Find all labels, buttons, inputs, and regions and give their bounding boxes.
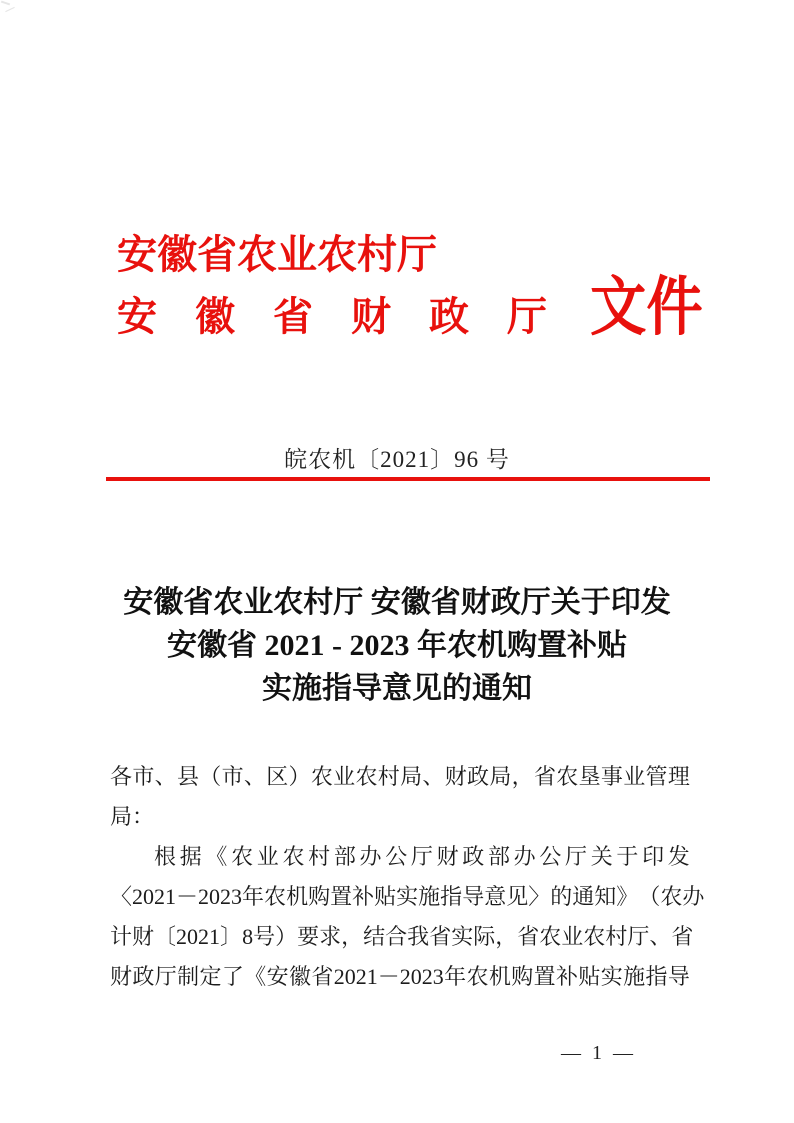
title-line-2: 安徽省 2021 - 2023 年农机购置补贴 (167, 629, 627, 662)
doc-type-label: 文件 (590, 272, 703, 343)
document-title (0, 581, 794, 710)
document-body (110, 757, 705, 997)
agency-name-line-2: 安 徽 省 财 政 厅 (117, 294, 547, 339)
body-line-paragraph-2: 〈 2021－2023 年 农 机 购 置 补 贴 实 施 指 导 意 见 〉 的 通 知 》 （ 农 办 (110, 884, 705, 909)
body-line-salutation-1: 各 市 、 县 （ 市 、 区 ） 农 业 农 村 局 、 财 政 局 ， 省 农 垦 事 业 管 理 (110, 764, 690, 789)
body-line-salutation-2: 局： (110, 804, 155, 829)
body-line-paragraph-4: 财 政 厅 制 定 了 《 安 徽 省 2021－2023 年 农 机 购 置 补 贴 实 施 指 导 (110, 964, 690, 989)
title-line-1: 安徽省农业农村厅 安徽省财政厅关于印发 (123, 586, 671, 619)
doc-number: 皖农机〔2021〕96 号 (284, 447, 510, 472)
body-line-paragraph-1: 根 据 《 农 业 农 村 部 办 公 厅 财 政 部 办 公 厅 关 于 印 发 (154, 844, 690, 869)
red-separator-rule (106, 477, 710, 481)
title-line-3: 实施指导意见的通知 (262, 672, 532, 705)
agency-name-line-1: 安 徽 省 农 业 农 村 厅 (117, 232, 437, 277)
letterhead (117, 224, 547, 348)
body-line-paragraph-3: 计 财 〔 2021 〕 8 号 ） 要 求 ， 结 合 我 省 实 际 ， 省 农 业 农 村 厅 、 省 (110, 924, 694, 949)
scan-artifact (1, 2, 19, 18)
page-number: — 1 — (561, 1042, 636, 1064)
